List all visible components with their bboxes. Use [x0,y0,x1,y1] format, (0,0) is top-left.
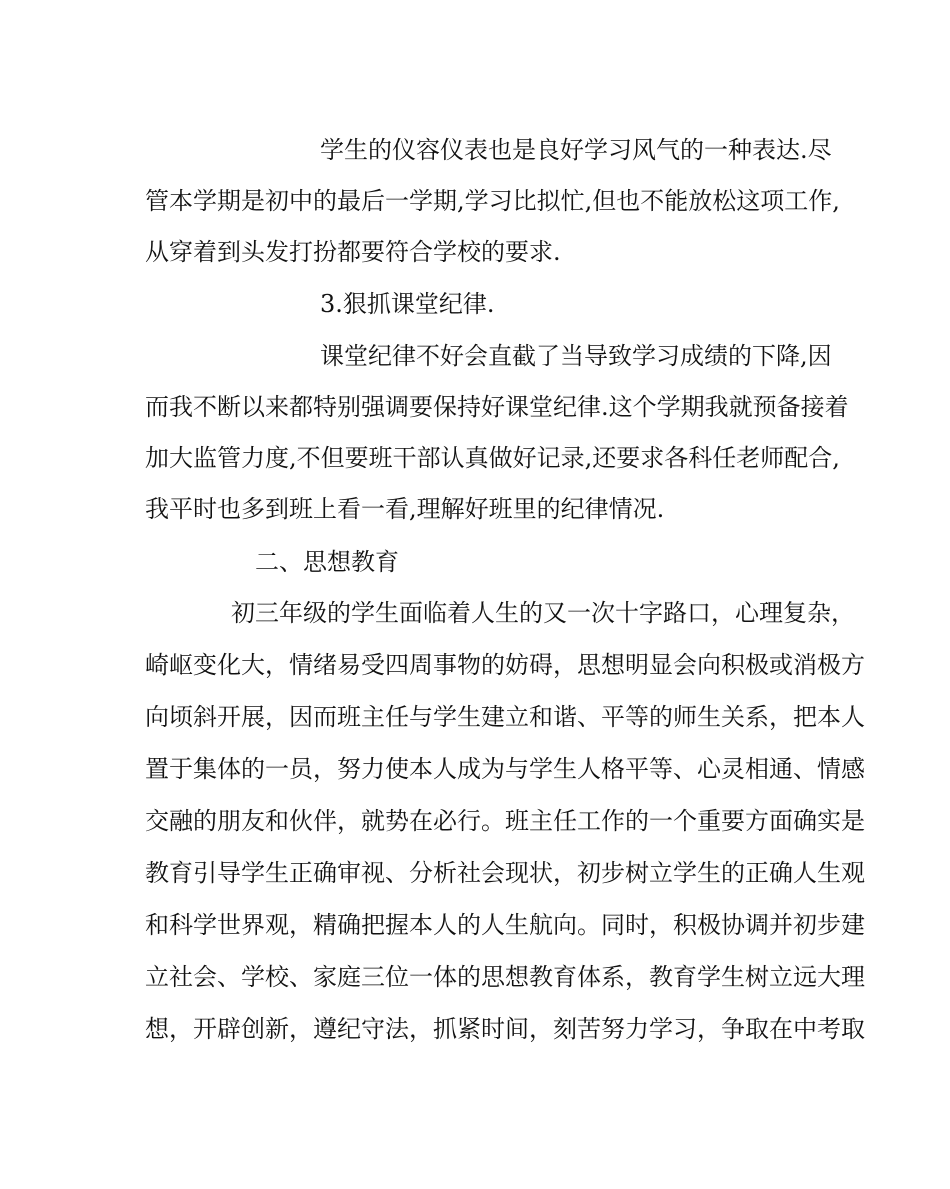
section-heading: 二、思想教育 [255,548,399,576]
text-line-2: 管本学期是初中的最后一学期,学习比拟忙,但也不能放松这项工作, [145,187,840,215]
text-line-6: 而我不断以来都特别强调要保持好课堂纪律.这个学期我就预备接着 [145,393,849,421]
text-line-13: 置于集体的一员，努力使本人成为与学生人格平等、心灵相通、情感 [145,755,865,783]
text-line-5: 课堂纪律不好会直截了当导致学习成绩的下降,因 [320,342,832,370]
text-line-8: 我平时也多到班上看一看,理解好班里的纪律情况. [145,495,665,523]
numbered-heading: 3.狠抓课堂纪律. [320,290,495,318]
text-line-12: 向顷斜开展，因而班主任与学生建立和谐、平等的师生关系，把本人 [145,703,865,731]
text-line-14: 交融的朋友和伙伴，就势在必行。班主任工作的一个重要方面确实是 [145,807,865,835]
text-line-16: 和科学世界观，精确把握本人的人生航向。同时，积极协调并初步建 [145,911,865,939]
text-line-1: 学生的仪容仪表也是良好学习风气的一种表达.尽 [320,136,832,164]
text-line-7: 加大监管力度,不但要班干部认真做好记录,还要求各科任老师配合, [145,444,840,472]
text-line-15: 教育引导学生正确审视、分析社会现状，初步树立学生的正确人生观 [145,859,865,887]
text-line-18: 想，开辟创新，遵纪守法，抓紧时间，刻苦努力学习，争取在中考取 [145,1015,865,1043]
text-line-11: 崎岖变化大，情绪易受四周事物的妨碍，思想明显会向积极或消极方 [145,651,865,679]
text-line-17: 立社会、学校、家庭三位一体的思想教育体系，教育学生树立远大理 [145,963,865,991]
text-line-10: 初三年级的学生面临着人生的又一次十字路口，心理复杂， [231,599,855,627]
text-line-3: 从穿着到头发打扮都要符合学校的要求. [145,238,561,266]
